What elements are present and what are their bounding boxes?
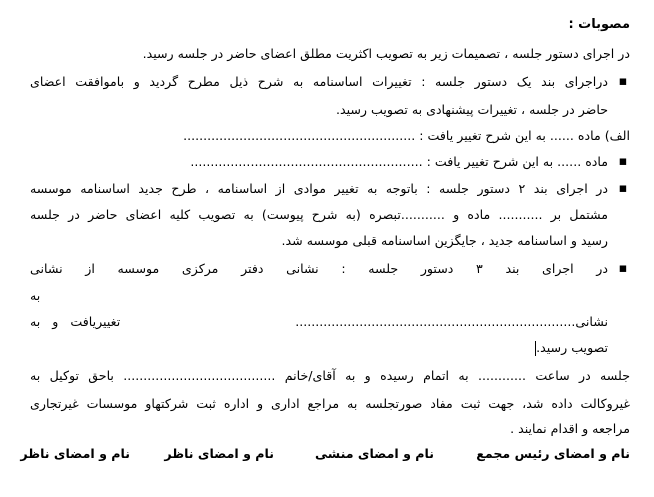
item1-line1: دراجرای بند یک دستور جلسه : تغییرات اساسنامه به شرح ذیل مطرح گردید و باموافقت اعضای: [30, 74, 608, 89]
item1-line2: حاضر در جلسه ، تغییرات پیشنهادی به تصویب رسید.: [335, 102, 608, 117]
secretary-signature-label: نام و امضای منشی: [315, 446, 434, 461]
item3-line3: رسید و اساسنامه جدید ، جایگزین اساسنامه قبلی موسسه شد.: [281, 233, 608, 248]
item4-line3-changed: تغییریافت و به: [30, 314, 121, 329]
item4-line1: در اجرای بند ۳ دستور جلسه : نشانی دفتر مرکزی موسسه از نشانی: [30, 261, 608, 276]
item4-line2: به: [30, 288, 41, 303]
closing-line2: غیروکالت داده شد، جهت ثبت مفاد صورتجلسه به مراجع اداری و اداره ثبت شرکتهاو موسسات غیرتجاری: [30, 396, 630, 411]
item2-line: ماده ...... به این شرح تغییر یافت : ..........................................................: [190, 154, 608, 169]
item3-line2: مشتمل بر ........... ماده و ...........تبصره (به شرح پیوست) به تصویب کلیه اعضای حاضر در جلسه: [30, 207, 608, 222]
closing-line3: مراجعه و اقدام نمایند .: [510, 421, 630, 436]
closing-line1: جلسه در ساعت ............ به اتمام رسیده و به آقای/خانم ...................................... باحق توکیل به: [30, 368, 630, 383]
bullet: ▪: [618, 181, 628, 196]
bullet: ▪: [618, 154, 628, 169]
observer-signature-label-2: نام و امضای ناظر: [20, 446, 130, 461]
bullet: ▪: [618, 261, 628, 276]
intro-text: در اجرای دستور جلسه ، تصمیمات زیر به تصویب اکثریت مطلق اعضای حاضر در جلسه رسید.: [142, 46, 630, 61]
item4-line3-address: نشانی......................................................................: [295, 314, 608, 329]
resolutions-heading: مصوبات :: [568, 17, 630, 32]
bullet: ▪: [618, 74, 628, 89]
clause-a: الف) ماده ...... به این شرح تغییر یافت : ..........................................................: [183, 128, 630, 143]
item4-line4: تصویب رسید.: [536, 340, 608, 355]
observer-signature-label: نام و امضای ناظر: [164, 446, 274, 461]
item3-line1: در اجرای بند ۲ دستور جلسه : باتوجه به تغییر موادی از اساسنامه ، طرح جدید اساسنامه موسسه: [30, 181, 608, 196]
chairman-signature-label: نام و امضای رئیس مجمع: [476, 446, 630, 461]
